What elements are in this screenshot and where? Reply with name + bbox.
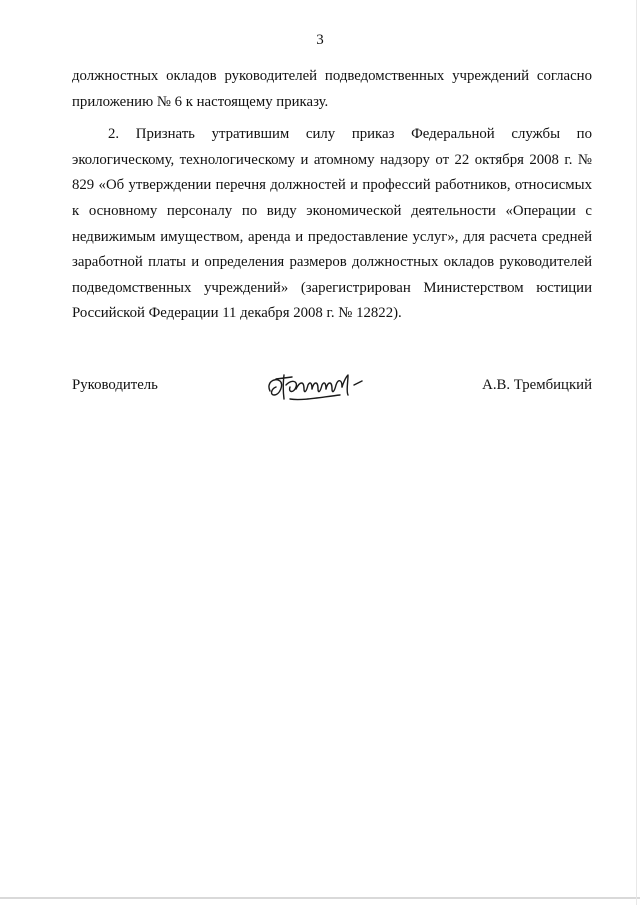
document-body: [72, 64, 592, 327]
handwritten-signature: [262, 369, 382, 413]
page-right-edge: [636, 0, 637, 905]
page-number: 3: [316, 32, 324, 48]
signature-block: [72, 369, 592, 409]
page-bottom-edge: [0, 897, 640, 899]
paragraph-continuation: должностных окладов руководителей подведомственных учреждений согласно приложению № 6 к настоящему приказу.: [72, 68, 592, 110]
signatory-name: А.В. Трембицкий: [482, 377, 592, 393]
paragraph-item-2: 2. Признать утратившим силу приказ Федеральной службы по экологическому, технологическому и атомному надзору от 22 октября 2008 г. № 829 «Об утверждении перечня должностей и профессий работников, относисмых к основному персоналу по виду экономической деятельности «Операции с недвижимым имуществом, аренда и предоставление услуг», для расчета средней заработной платы и определения размеров должностных окладов руководителей подведомственных учреждений» (зарегистрирован Министерством юстиции Российской Федерации 11 декабря 2008 г. № 12822).: [72, 126, 592, 322]
signatory-title: Руководитель: [72, 377, 158, 393]
